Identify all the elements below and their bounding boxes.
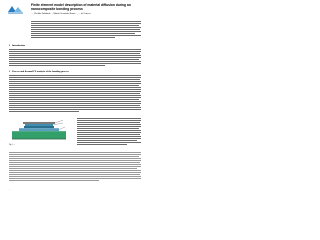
section-heading-introduction (9, 44, 25, 47)
section-number: 2 (9, 70, 11, 73)
paper-title: Finite element model description of material diffusion during an nanocomposite bonding process (31, 3, 131, 11)
section-title: Introduction (12, 44, 25, 47)
section-heading-process (9, 70, 69, 73)
section-title: Process and thermal FE analysis of the bonding process (12, 70, 69, 73)
fe-model-figure (9, 117, 69, 143)
figure-caption: Fig. 1. ... (9, 144, 16, 146)
paper-authors: …, Plzeňka Dalahuett…, Martin Alexander Kraus…, … (et Letterer (31, 13, 91, 15)
section-number: 1 (9, 44, 11, 47)
page-footer: … (9, 190, 11, 191)
journal-logo (6, 3, 26, 15)
